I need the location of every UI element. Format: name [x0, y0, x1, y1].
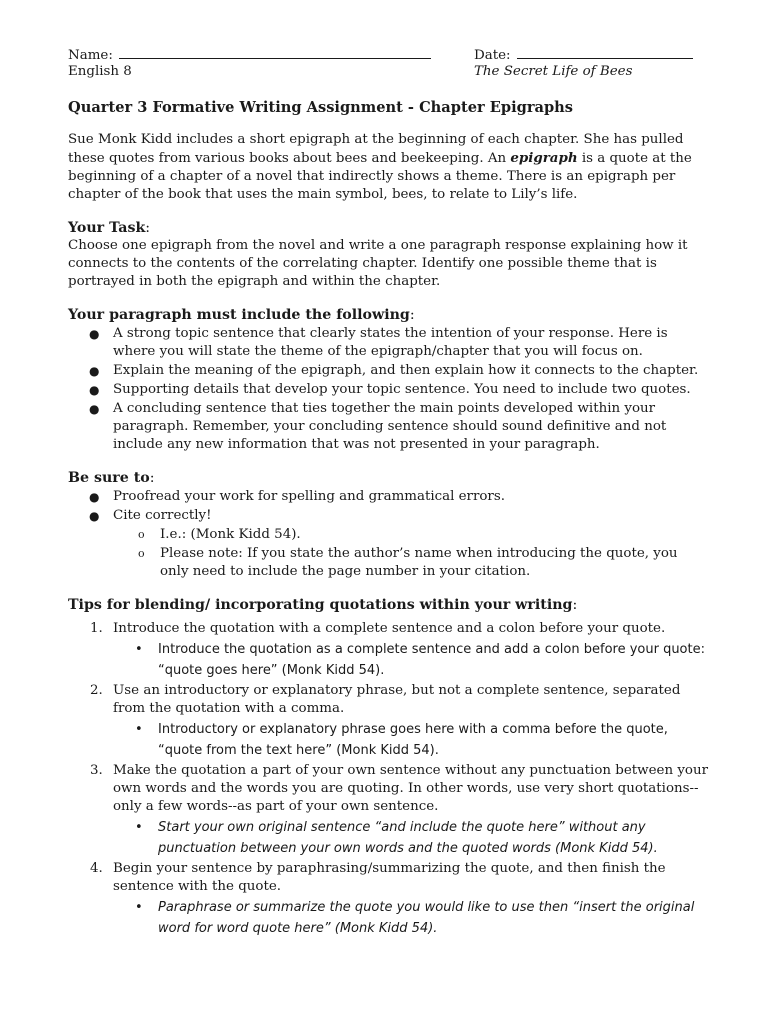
tip-item [68, 860, 708, 939]
bullet-icon: • [135, 900, 143, 915]
list-item: ● Cite correctly! [89, 508, 212, 523]
tip-example: • Paraphrase or summarize the quote you would like to use then “insert the original word for word quote here” (Monk Kidd 54). [113, 897, 708, 939]
tip-example: • Start your own original sentence “and include the quote here” without any punctuation between your own words and the quoted words (Monk Kidd 54). [113, 817, 708, 859]
date-field [474, 45, 693, 65]
task-heading: Your Task: [68, 220, 151, 236]
tip-number: 1. [90, 621, 103, 636]
course-name: English 8 [68, 64, 132, 79]
tip-text: Make the quotation a part of your own sentence without any punctuation between your own words and the words you are quoting. In other words, use very short quotations--only a few words--as part of your own sentence. [113, 763, 708, 814]
date-blank-line [517, 45, 693, 59]
list-item: ● Proofread your work for spelling and grammatical errors. [89, 489, 505, 504]
bullet-icon: ● [89, 383, 100, 397]
document-page [68, 45, 708, 939]
bullet-icon: ● [89, 490, 100, 504]
name-label: Name: [68, 48, 113, 63]
tip-text: Begin your sentence by paraphrasing/summarizing the quote, and then finish the sentence with the quote. [113, 861, 666, 894]
list-item: ● A concluding sentence that ties together the main points developed within your paragraph. Remember, your concluding sentence should sound definitive and not include any new information that was not presented in your paragraph. [89, 401, 667, 452]
header-row-2 [68, 63, 708, 81]
list-item: ● A strong topic sentence that clearly states the intention of your response. Here is where you will state the theme of the epigraph/chapter that you will focus on. [89, 326, 668, 359]
bullet-icon: • [135, 820, 143, 835]
be-sure-heading: Be sure to: [68, 470, 155, 486]
bullet-icon: ● [89, 364, 100, 378]
tip-text: Introduce the quotation with a complete sentence and a colon before your quote. [113, 621, 666, 636]
bullet-icon: ● [89, 509, 100, 523]
assignment-title: Quarter 3 Formative Writing Assignment - Chapter Epigraphs [68, 99, 574, 116]
paragraph-requirements-list [68, 325, 708, 454]
paragraph-requirements-heading: Your paragraph must include the following: [68, 307, 415, 323]
intro-text-1: Sue Monk Kidd includes a short epigraph at the beginning of each chapter. She has pulled these quotes from various books about bees and beekeeping. An [68, 132, 684, 166]
epigraph-term: epigraph [510, 150, 578, 166]
tip-example: • Introductory or explanatory phrase goes here with a comma before the quote, “quote from the text here” (Monk Kidd 54). [113, 719, 708, 761]
book-title: The Secret Life of Bees [474, 64, 633, 79]
task-text: Choose one epigraph from the novel and write a one paragraph response explaining how it connects to the contents of the correlating chapter. Identify one possible theme that is portrayed in both the epigraph and within the chapter. [68, 238, 688, 289]
be-sure-list [68, 488, 708, 525]
citation-sublist [68, 526, 708, 581]
bullet-icon: ● [89, 402, 100, 416]
tip-text: Use an introductory or explanatory phrase, but not a complete sentence, separated from the quotation with a comma. [113, 683, 681, 716]
intro-text-2: is a quote at the beginning of a chapter of a novel that indirectly shows a theme. There is an epigraph per chapter of the book that uses the main symbol, bees, to relate to Lily’s life. [68, 151, 692, 202]
name-blank-line [119, 45, 431, 59]
bullet-icon: • [135, 722, 143, 737]
intro-paragraph [68, 131, 708, 204]
sub-list-item: o I.e.: (Monk Kidd 54). [138, 527, 301, 542]
bullet-icon: ● [89, 327, 100, 341]
tip-item [68, 620, 708, 681]
bullet-icon: • [135, 642, 143, 657]
tip-number: 4. [90, 861, 103, 876]
tips-list [68, 620, 708, 939]
list-item: ● Explain the meaning of the epigraph, and then explain how it connects to the chapter. [89, 363, 699, 378]
sub-list-item: o Please note: If you state the author’s name when introducing the quote, you only need to include the page number in your citation. [138, 546, 678, 579]
name-field [68, 45, 431, 65]
tip-item [68, 762, 708, 859]
tip-number: 2. [90, 683, 103, 698]
tip-example: • Introduce the quotation as a complete sentence and add a colon before your quote: “quote goes here” (Monk Kidd 54). [113, 639, 708, 681]
tips-heading: Tips for blending/ incorporating quotations within your writing: [68, 597, 578, 613]
list-item: ● Supporting details that develop your topic sentence. You need to include two quotes. [89, 382, 691, 397]
tip-item [68, 682, 708, 761]
circle-bullet-icon: o [138, 528, 145, 541]
circle-bullet-icon: o [138, 547, 145, 560]
date-label: Date: [474, 48, 511, 63]
header-row-1 [68, 45, 708, 63]
tip-number: 3. [90, 763, 103, 778]
